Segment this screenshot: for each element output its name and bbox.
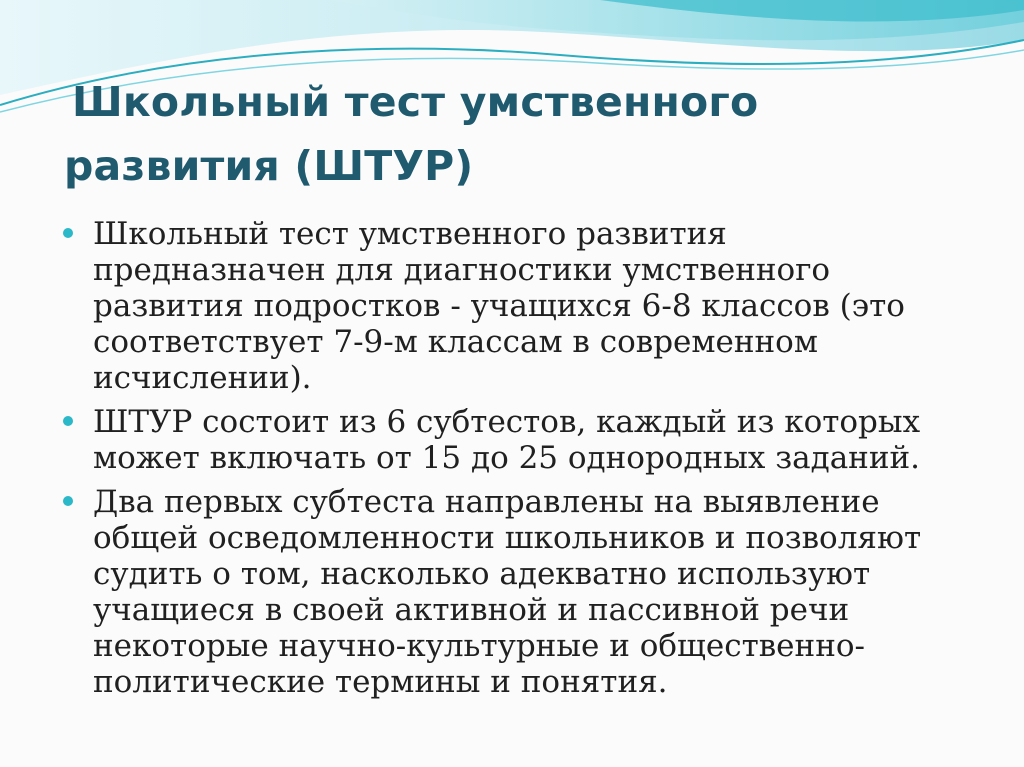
slide-title-line-1: Школьный тест умственного — [72, 78, 759, 126]
bullet-list — [63, 216, 963, 708]
bullet-item — [63, 404, 963, 476]
slide-title-line-2: развития (ШТУР) — [64, 142, 474, 190]
bullet-dot-icon — [63, 228, 73, 238]
bullet-item — [63, 484, 963, 700]
slide-title — [64, 70, 964, 198]
bullet-item — [63, 216, 963, 396]
bullet-text: Школьный тест умственного развития предназначен для диагностики умственного развития подростков - учащихся 6-8 классов (это соответствует 7-9-м классам в современном исчислении). — [93, 216, 905, 396]
bullet-dot-icon — [63, 496, 73, 506]
bullet-text: ШТУР состоит из 6 субтестов, каждый из которых может включать от 15 до 25 однородных заданий. — [93, 404, 921, 476]
bullet-text: Два первых субтеста направлены на выявление общей осведомленности школьников и позволяют судить о том, насколько адекватно используют учащиеся в своей активной и пассивной речи некоторые научно-культурные и общественно-политические термины и понятия. — [93, 484, 922, 700]
bullet-dot-icon — [63, 416, 73, 426]
